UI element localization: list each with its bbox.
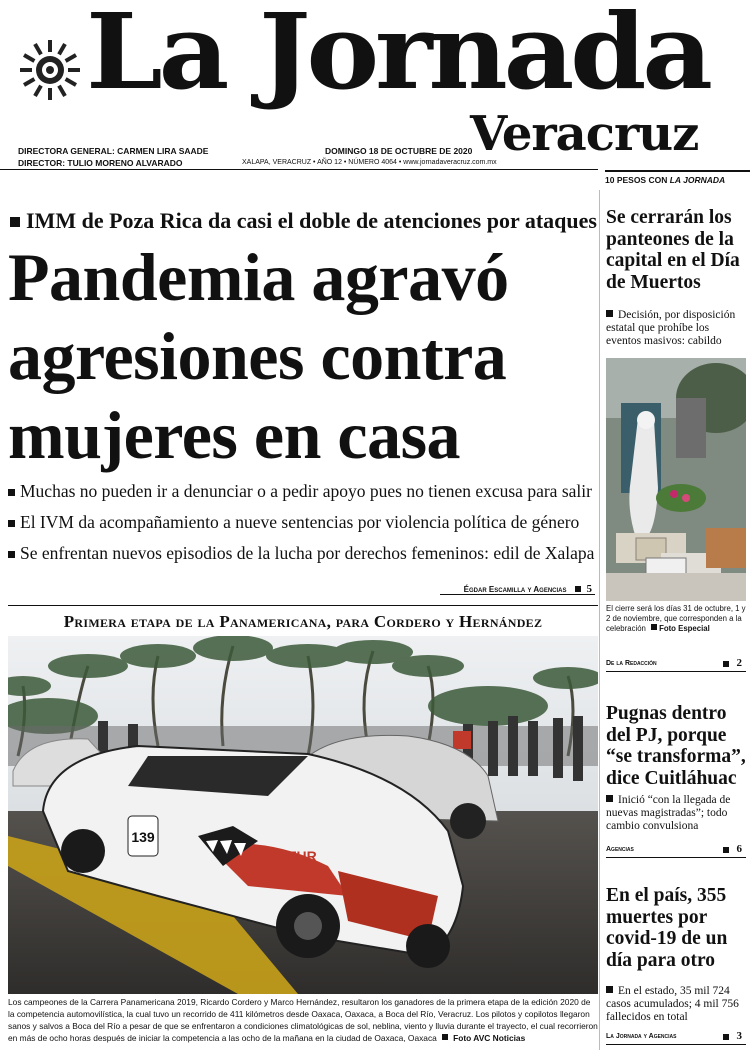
sidebar-byline-1 [606,657,746,672]
photo-caption-text: Los campeones de la Carrera Panamericana 2019, Ricardo Cordero y Marco Hernández, resultaron los ganadores de la primera etapa de la edición 2020 de la competencia automovilística, la cual tuvo un recorrido de 411 kilómetros desde Oaxaca, Oaxaca, a Boca del Río, Veracruz. Los pilotos y copilotos llegaron sanos y salvos a Boca del Río a pesar de que se enfrentaron a condiciones climatológicas de sol, neblina, viento y lluvia durante el trayecto, el cual recorrieron en más de ocho horas después de iniciar la competencia a las ocho de la mañana en la ciudad de Oaxaca, Oaxaca [8,997,598,1043]
cemetery-statue-photo[interactable] [606,358,746,601]
sidebar-sub-pj [606,794,746,833]
bullet-square-icon [10,217,20,227]
lead-bullet [8,543,594,564]
sun-logo-icon [18,38,82,102]
photo-story-title[interactable]: Primera etapa de la Panamericana, para Cordero y Hernández [63,612,543,631]
sidebar-sub-panteones [606,309,746,348]
lead-headline-line: agresiones contra [8,318,507,394]
bullet-square-icon [8,551,15,558]
lead-bullet [8,512,579,533]
lead-bullet-text: Se enfrentan nuevos episodios de la lucha por derechos femeninos: edil de Xalapa [20,543,595,563]
sidebar-sub-covid [606,985,746,1024]
column-divider [599,190,600,1050]
bullet-square-icon [606,986,613,993]
byline-square-icon [723,847,729,853]
sidebar-sub-text: Inició “con la llegada de nuevas magistradas”; todo cambio convulsiona [606,794,731,832]
director-general: DIRECTORA GENERAL: CARMEN LIRA SAADE [18,146,209,156]
masthead-edition: Veracruz [470,106,699,162]
sidebar-headline-covid[interactable]: En el país, 355 muertes por covid-19 de un día para otro [606,885,728,971]
lead-headline-line: mujeres en casa [8,397,461,473]
section-divider [8,605,598,606]
sidebar-page-number: 2 [736,657,742,669]
sidebar-byline-text: De la Redacción [606,660,657,667]
lead-kicker[interactable] [10,208,597,234]
byline-square-icon [723,1034,729,1040]
sidebar-headline-pj[interactable]: Pugnas dentro del PJ, porque “se transforma”, dice Cuitláhuac [606,703,746,789]
sidebar-page-number: 3 [736,1030,742,1042]
sidebar-photo-caption-text: El cierre será los días 31 de octubre, 1 y 2 de noviembre, que corresponden a la celebración [606,604,746,633]
masthead-brand[interactable]: La Jornada [86,0,709,113]
car-number: 139 [131,829,155,845]
car-brand-decal: FHR [288,848,317,864]
issue-meta: XALAPA, VERACRUZ • AÑO 12 • NÚMERO 4064 • www.jornadaveracruz.com.mx [242,159,497,166]
sidebar-headline-panteones[interactable]: Se cerrarán los panteones de la capital en el Día de Muertos [606,207,740,293]
byline-square-icon [575,586,581,592]
lead-bullet-text: Muchas no pueden ir a denunciar o a pedir apoyo pues no tienen excusa para salir [20,481,592,501]
lead-headline[interactable] [8,238,598,475]
sidebar-byline-text: La Jornada y Agencias [606,1033,677,1040]
lead-page-number: 5 [586,583,592,595]
photo-credit: Foto AVC Noticias [453,1033,526,1043]
price-paper: LA JORNADA [669,175,726,185]
sidebar-byline-text: Agencias [606,846,634,853]
sidebar-byline-3 [606,1030,746,1045]
lead-headline-line: Pandemia agravó [8,239,509,315]
caption-square-icon [442,1034,448,1040]
masthead-divider [0,169,598,170]
lead-bullet-text: El IVM da acompañamiento a nueve sentencias por violencia política de género [20,512,580,532]
photo-caption [8,996,598,1044]
lead-bullet [8,481,592,502]
sidebar-sub-text: Decisión, por disposición estatal que prohíbe los eventos masivos: cabildo [606,309,736,347]
lead-byline-text: Égdar Escamilla y Agencias [463,585,567,594]
sidebar-photo-caption [606,604,746,634]
director: DIRECTOR: TULIO MORENO ALVARADO [18,158,183,168]
sidebar-page-number: 6 [736,843,742,855]
byline-divider [440,594,595,595]
sidebar-sub-text: En el estado, 35 mil 724 casos acumulados; 4 mil 756 fallecidos en total [606,985,739,1023]
bullet-square-icon [8,520,15,527]
caption-square-icon [651,624,657,630]
price-text: 10 PESOS CON [605,175,668,185]
lead-kicker-text: IMM de Poza Rica da casi el doble de atenciones por ataques [26,208,597,233]
price-line [605,170,750,185]
issue-date: DOMINGO 18 DE OCTUBRE DE 2020 [325,146,473,156]
byline-square-icon [723,661,729,667]
sidebar-byline-2 [606,843,746,858]
rally-car-photo[interactable] [8,636,598,994]
sidebar-photo-credit: Foto Especial [659,624,710,633]
bullet-square-icon [8,489,15,496]
bullet-square-icon [606,310,613,317]
bullet-square-icon [606,795,613,802]
